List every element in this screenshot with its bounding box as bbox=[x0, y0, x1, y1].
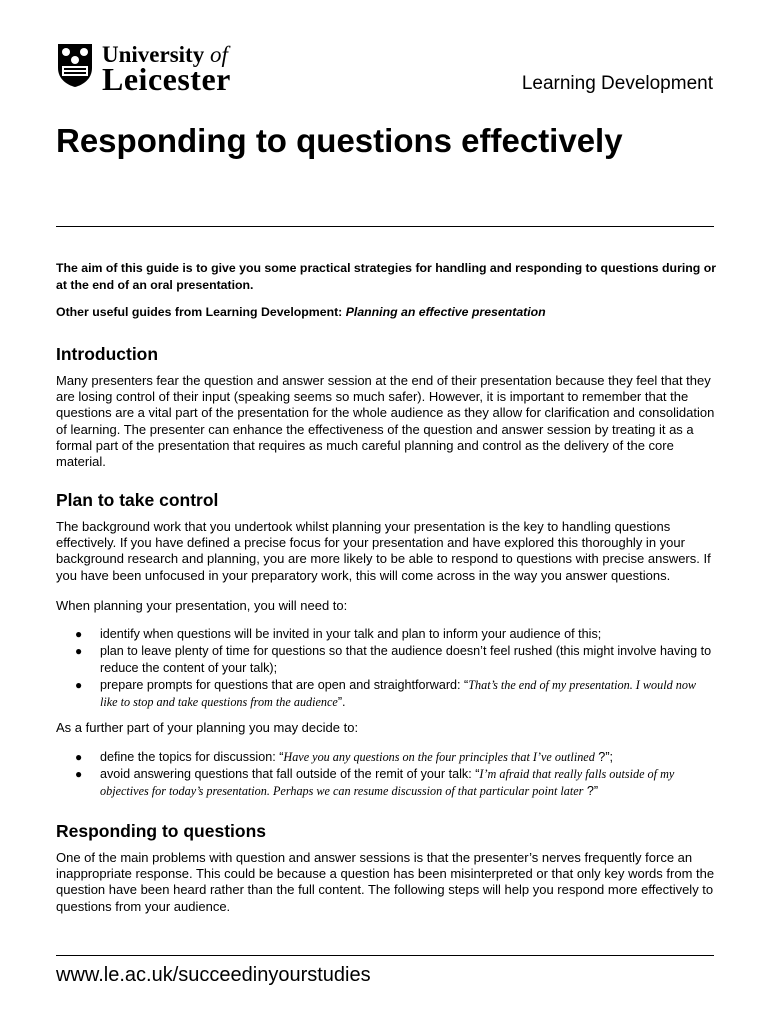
department-label: Learning Development bbox=[521, 73, 713, 94]
heading-introduction: Introduction bbox=[56, 344, 159, 364]
list-item: ● define the topics for discussion: “Have you any questions on the four principles that I’ve outlined ?”; bbox=[75, 750, 614, 764]
heading-plan: Plan to take control bbox=[56, 490, 219, 510]
header-divider bbox=[56, 226, 714, 227]
responding-body: One of the main problems with question and answer sessions is that the presenter’s nerves frequently force an inappropriate response. This could be because a question has been misinterpreted or that only key words from the question have been heard rather than the full content. The following steps will help you respond more effectively to questions from your audience. bbox=[56, 850, 715, 914]
aim-statement: The aim of this guide is to give you some practical strategies for handling and responding to questions during or at the end of an oral presentation. bbox=[56, 261, 717, 292]
plan-body: The background work that you undertook whilst planning your presentation is the key to handling questions effectively. If you have defined a precise focus for your presentation and have explored this thoroughly in your background research and planning, you are more likely to be able to respond to questions with precise answers. If you have been unfocused in your preparatory work, this will come across in the way you answer questions. bbox=[56, 519, 711, 583]
other-guides: Other useful guides from Learning Development: Planning an effective presentation bbox=[56, 305, 546, 319]
introduction-body: Many presenters fear the question and answer session at the end of their presentation because they feel that they are losing control of their input (speaking seems so much safer). However, it is important to remember that the questions are a vital part of the presentation for the whole audience as they allow for clarification and consolidation of learning. The presenter can enhance the effectiveness of the question and answer session by treating it as a formal part of the presentation that requires as much careful planning and control as the delivery of the core material. bbox=[56, 373, 715, 470]
footer-divider bbox=[56, 955, 714, 956]
page-title: Responding to questions effectively bbox=[56, 122, 623, 159]
plan-bullets-1 bbox=[56, 626, 716, 711]
other-guide-link[interactable]: Planning an effective presentation bbox=[345, 305, 546, 319]
crest-icon bbox=[56, 42, 94, 88]
plan-lead-2: As a further part of your planning you may decide to: bbox=[56, 720, 359, 735]
footer-url[interactable]: www.le.ac.uk/succeedinyourstudies bbox=[56, 964, 371, 986]
logo-leicester: Leicester bbox=[102, 61, 231, 97]
list-item: ● prepare prompts for questions that are open and straightforward: “That’s the end of my presentation. I would now like to stop and take questions from the audience”. bbox=[75, 678, 697, 709]
logo-university: University of bbox=[102, 42, 228, 67]
list-item: ● identify when questions will be invited in your talk and plan to inform your audience of this; bbox=[75, 627, 602, 641]
list-item: ● avoid answering questions that fall outside of the remit of your talk: “I’m afraid that really falls outside of my objectives for today’s presentation. Perhaps we can resume discussion of that particular point later ?” bbox=[75, 767, 675, 798]
plan-bullets-2 bbox=[56, 749, 716, 800]
plan-lead-1: When planning your presentation, you will need to: bbox=[56, 598, 348, 613]
list-item: ● plan to leave plenty of time for questions so that the audience doesn’t feel rushed (this might involve having to reduce the content of your talk); bbox=[75, 644, 712, 675]
university-logo bbox=[56, 42, 276, 97]
heading-responding: Responding to questions bbox=[56, 821, 266, 841]
